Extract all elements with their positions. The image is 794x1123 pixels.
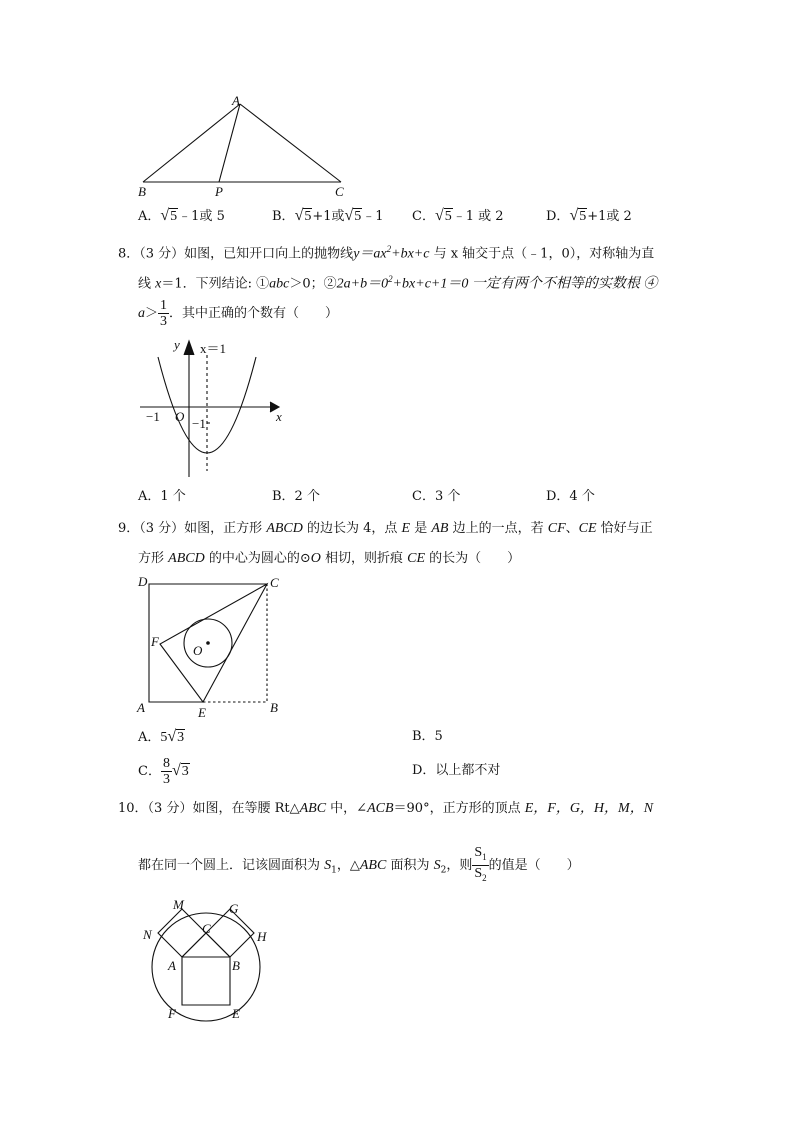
q9-square-figure [135, 572, 285, 720]
label-B: B [232, 958, 240, 973]
q9-option-c[interactable]: C． $\frac{8}{3}$ √3 [138, 756, 189, 787]
q8-option-b[interactable]: B．2 个 [272, 489, 320, 504]
label-F: F [168, 1006, 176, 1021]
axis-x-label: x [276, 409, 282, 424]
label-G: G [229, 901, 239, 916]
label-C: C [270, 575, 279, 590]
fraction-one-third: $\frac{1}{3}$ [160, 298, 168, 329]
label-A: A [232, 94, 240, 108]
q8-option-d[interactable]: D．4 个 [546, 489, 595, 504]
label-O: O [193, 643, 203, 658]
axis-y-label: y [174, 337, 180, 352]
q8-parabola-figure [140, 335, 300, 477]
q9-stem-line1: 9．（3 分）如图，正方形 ABCD 的边长为 4，点 E 是 AB 边上的一点，若 CF、CE 恰好与正 [118, 521, 653, 536]
q10-stem-line2: 都在同一个圆上．记该圆面积为 $S_1$，△ABC 面积为 $S_2$，则 $\frac{S_1}{S_2}$ 的值是（ ） [138, 845, 580, 886]
q8-option-a[interactable]: A．1 个 [138, 489, 186, 504]
q7-option-b[interactable]: B．√5+1或√5﹣1 [272, 207, 384, 224]
fraction-s1-s2: $\frac{S_1}{S_2}$ [474, 845, 487, 883]
label-D: D [138, 574, 148, 589]
label-E: E [232, 1006, 240, 1021]
label-P: P [215, 184, 223, 199]
label-C: C [335, 184, 344, 199]
q8-stem-line2: 线 x＝1．下列结论: ①abc＞0；$②2a+b=0^2+bx+c+1=0$ 一定有两个不相等的实数根 ④ [138, 274, 658, 292]
sqrt: √5 [294, 207, 312, 224]
sqrt: √5 [569, 207, 587, 224]
label-B: B [270, 700, 278, 715]
label-N: N [143, 927, 152, 942]
q7-option-c[interactable]: C．√5﹣1 或 2 [412, 207, 504, 224]
q7-triangle-figure [130, 94, 360, 206]
sqrt: √5 [344, 207, 362, 224]
q9-option-d[interactable]: D．以上都不对 [412, 763, 501, 778]
label-A: A [137, 700, 145, 715]
label-H: H [257, 929, 267, 944]
q10-circle-squares-figure [138, 895, 278, 1025]
q8-stem-line1: 8．（3 分）如图，已知开口向上的抛物线$y=ax^2+bx+c$ 与 x 轴交于点（﹣1，0），对称轴为直 [118, 244, 655, 262]
q7-option-a[interactable]: A．√5﹣1或 5 [138, 207, 225, 224]
q9-option-b[interactable]: B．5 [412, 729, 443, 744]
label-E: E [198, 705, 206, 720]
label-M: M [173, 897, 184, 912]
q9-option-a[interactable]: A．5√3 [138, 728, 185, 745]
label-origin: O [175, 409, 185, 424]
q7-option-d[interactable]: D．√5+1或 2 [546, 207, 632, 224]
sqrt: √5 [160, 207, 178, 224]
sqrt: √5 [434, 207, 452, 224]
q8-option-c[interactable]: C．3 个 [412, 489, 461, 504]
q9-stem-line2: 方形 ABCD 的中心为圆心的⊙O 相切，则折痕 CE 的长为（ ） [138, 551, 521, 566]
label-C: C [202, 921, 211, 936]
q8-stem-line3: a＞ $\frac{1}{3}$ ．其中正确的个数有（ ） [138, 298, 339, 329]
label-A: A [168, 958, 176, 973]
label-minus1: −1 [192, 416, 206, 431]
label-F: F [151, 634, 159, 649]
symmetry-axis-label: x＝1 [200, 341, 227, 356]
label-neg1: −1 [146, 409, 160, 424]
label-B: B [138, 184, 146, 199]
q10-stem-line1: 10．（3 分）如图，在等腰 Rt△ABC 中，∠ACB＝90°，正方形的顶点 E，F，G，H，M，N [118, 801, 654, 816]
